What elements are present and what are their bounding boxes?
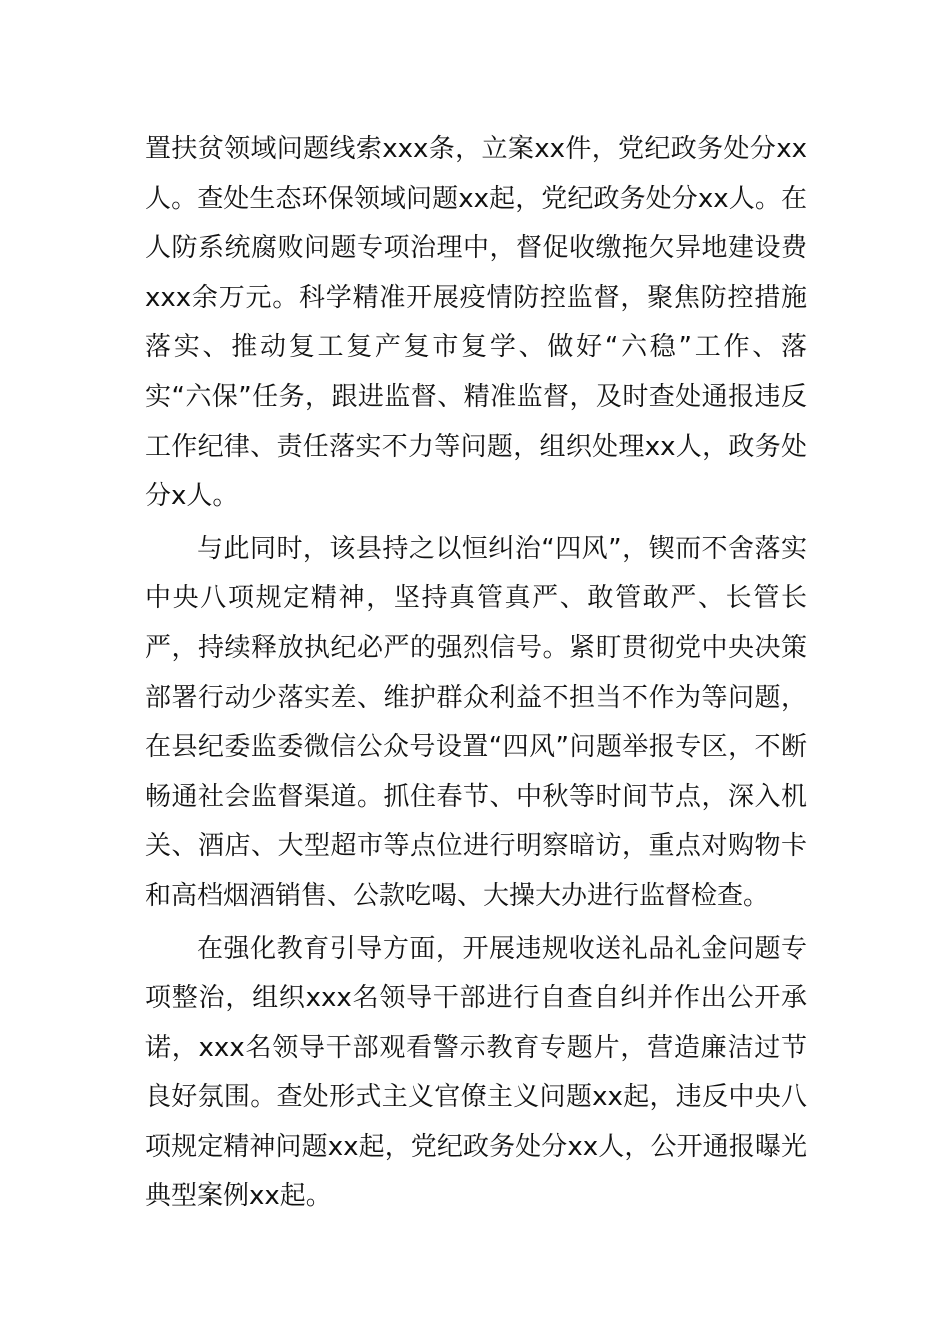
body-text xyxy=(145,125,807,1222)
paragraph-3: 在强化教育引导方面，开展违规收送礼品礼金问题专项整治，组织xxx名领导干部进行自查自纠并作出公开承诺，xxx名领导干部观看警示教育专题片，营造廉洁过节良好氛围。查处形式主义官僚主义问题xx起，违反中央八项规定精神问题xx起，党纪政务处分xx人，公开通报曝光典型案例xx起。 xyxy=(145,933,807,1212)
paragraph-1: 置扶贫领域问题线索xxx条，立案xx件，党纪政务处分xx人。查处生态环保领域问题xx起，党纪政务处分xx人。在人防系统腐败问题专项治理中，督促收缴拖欠异地建设费xxx余万元。科学精准开展疫情防控监督，聚焦防控措施落实、推动复工复产复市复学、做好“六稳”工作、落实“六保”任务，跟进监督、精准监督，及时查处通报违反工作纪律、责任落实不力等问题，组织处理xx人，政务处分x人。 xyxy=(145,134,807,512)
paragraph-2: 与此同时，该县持之以恒纠治“四风”，锲而不舍落实中央八项规定精神，坚持真管真严、敢管敢严、长管长严，持续释放执纪必严的强烈信号。紧盯贯彻党中央决策部署行动少落实差、维护群众利益不担当不作为等问题，在县纪委监委微信公众号设置“四风”问题举报专区，不断畅通社会监督渠道。抓住春节、中秋等时间节点，深入机关、酒店、大型超市等点位进行明察暗访，重点对购物卡和高档烟酒销售、公款吃喝、大操大办进行监督检查。 xyxy=(145,533,807,911)
